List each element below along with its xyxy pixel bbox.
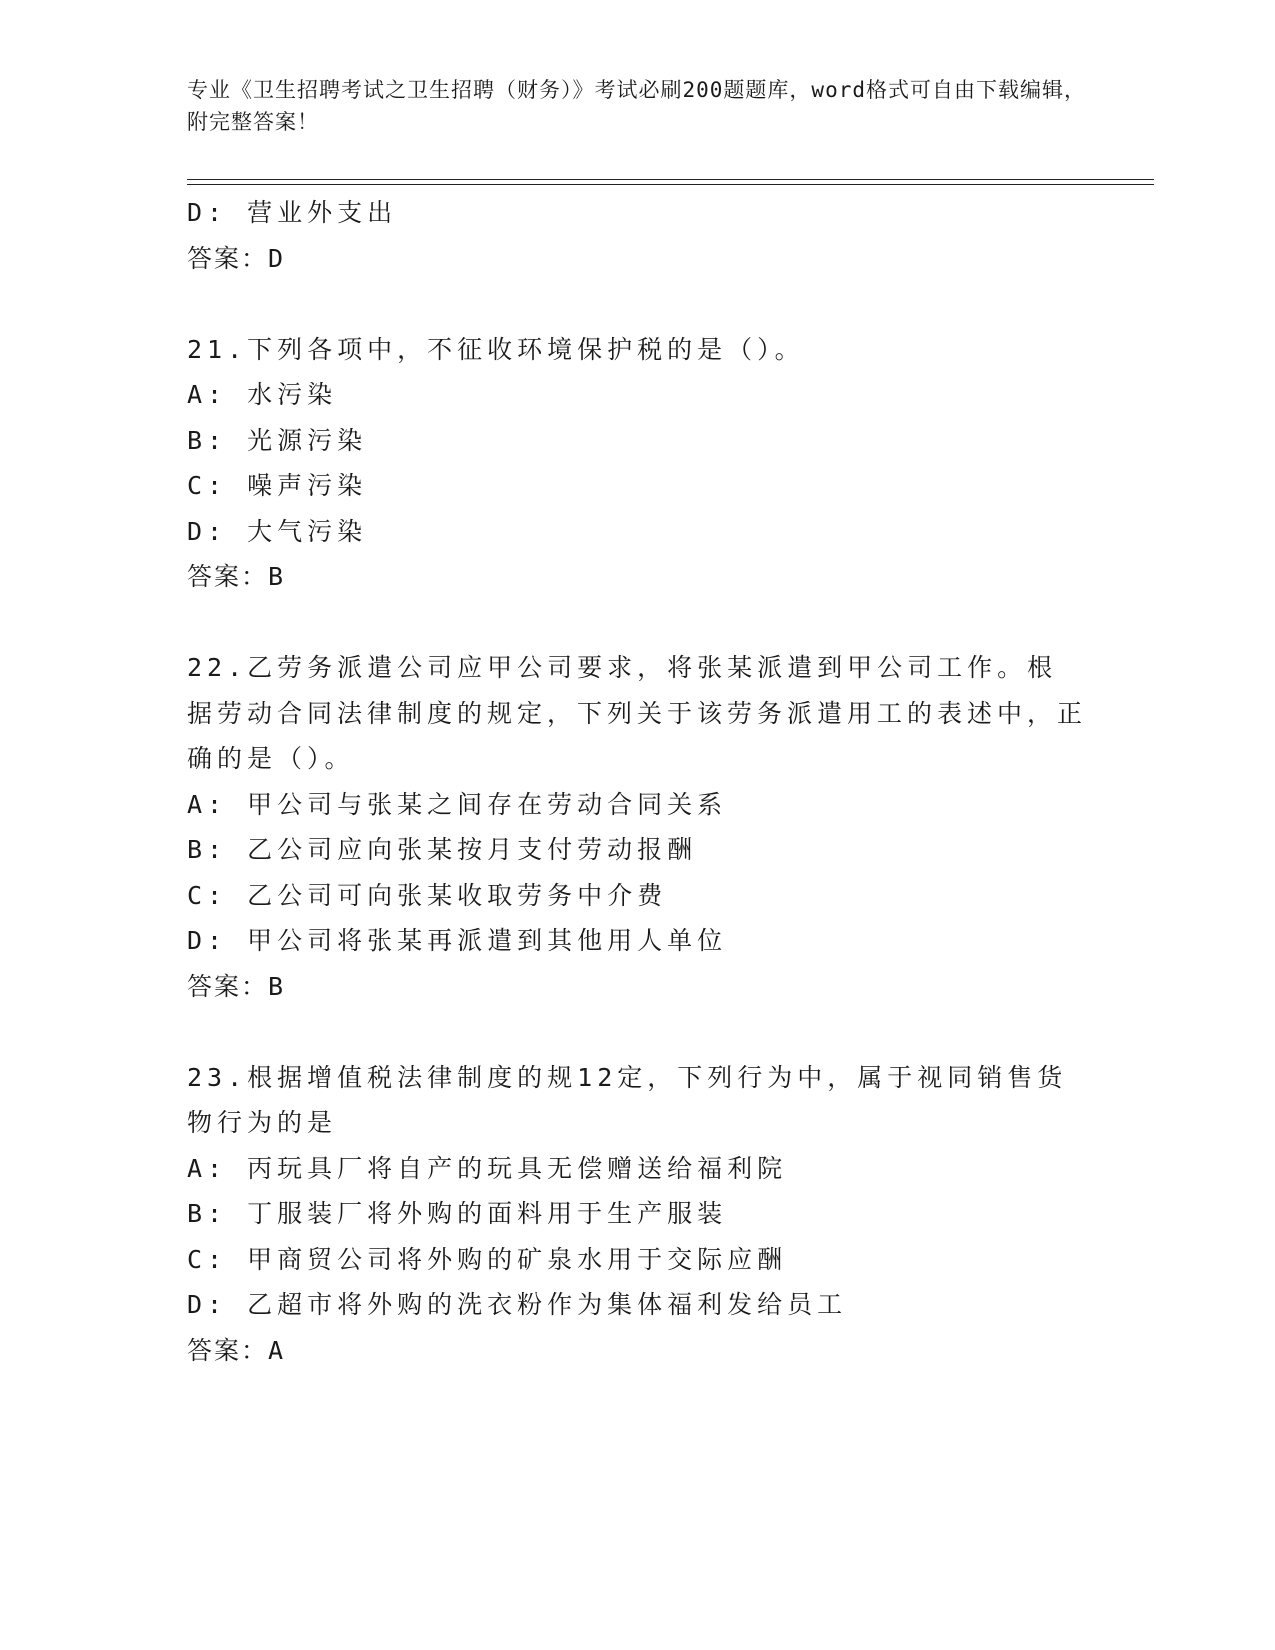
option-c: C: 甲商贸公司将外购的矿泉水用于交际应酬: [187, 1244, 788, 1274]
answer-line: 答案：B: [187, 562, 286, 591]
question-text: 22.乙劳务派遣公司应甲公司要求，将张某派遣到甲公司工作。根据劳动合同法律制度的规定，下列关于该劳务派遣用工的表述中，正确的是（）。: [187, 653, 1088, 773]
option-d: D: 营业外支出: [187, 198, 398, 227]
answer-line: 答案：B: [187, 971, 286, 1001]
spacer: [187, 1009, 1087, 1055]
spacer: [187, 600, 1087, 646]
option-c: C: 乙公司可向张某收取劳务中介费: [187, 880, 668, 910]
option-d: D: 乙超市将外购的洗衣粉作为集体福利发给员工: [187, 1290, 848, 1319]
option-c: C: 噪声污染: [187, 471, 368, 500]
option-b: B: 丁服装厂将外购的面料用于生产服装: [187, 1199, 728, 1228]
option-d: D: 甲公司将张某再派遣到其他用人单位: [187, 926, 728, 955]
option-d: D: 大气污染: [187, 516, 368, 546]
spacer: [187, 281, 1087, 327]
header-divider-bottom: [187, 184, 1154, 185]
answer-line: 答案：D: [187, 243, 286, 273]
question-21: [187, 327, 1087, 600]
option-b: B: 光源污染: [187, 425, 368, 455]
option-a: A: 甲公司与张某之间存在劳动合同关系: [187, 789, 728, 819]
answer-line: 答案：A: [187, 1335, 286, 1365]
option-a: A: 丙玩具厂将自产的玩具无偿赠送给福利院: [187, 1153, 788, 1183]
document-header: 专业《卫生招聘考试之卫生招聘（财务）》考试必刷200题题库，word格式可自由下载编辑，附完整答案！: [187, 78, 1086, 134]
option-a: A: 水污染: [187, 380, 338, 409]
option-b: B: 乙公司应向张某按月支付劳动报酬: [187, 835, 698, 864]
question-text: 23.根据增值税法律制度的规12定，下列行为中，属于视同销售货物行为的是: [187, 1062, 1068, 1137]
question-text: 21.下列各项中，不征收环境保护税的是（）。: [187, 334, 805, 364]
question-22: [187, 645, 1087, 1009]
question-23: [187, 1055, 1087, 1374]
header-divider-top: [187, 179, 1154, 180]
document-body: [187, 190, 1087, 1373]
